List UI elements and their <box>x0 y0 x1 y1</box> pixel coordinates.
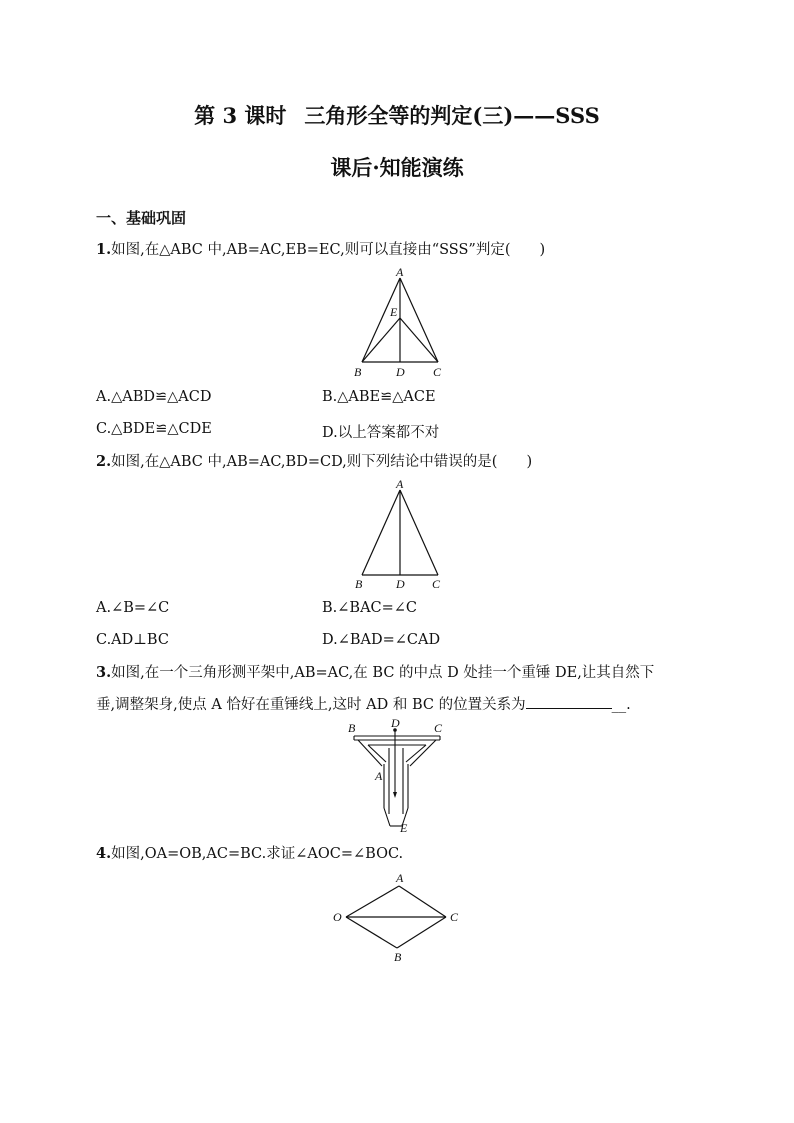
question-1-text: 如图,在△ABC 中,AB=AC,EB=EC,则可以直接由“SSS”判定( ) <box>111 242 546 258</box>
lesson-number: 第 3 课时 <box>194 103 287 128</box>
question-1-option-d[interactable]: D.以上答案都不对 <box>322 425 440 441</box>
question-1-option-a[interactable]: A.△ABD≌△ACD <box>96 389 212 405</box>
lesson-topic: 三角形全等的判定(三)——SSS <box>304 103 600 128</box>
label-d: D <box>396 577 405 591</box>
question-2 <box>96 451 532 473</box>
question-3-number: 3. <box>96 664 112 681</box>
figure-4 <box>328 868 468 966</box>
question-3-text-line1: 如图,在一个三角形测平架中,AB=AC,在 BC 的中点 D 处挂一个重锤 DE,让其自然下 <box>111 665 655 681</box>
label-a: A <box>375 769 383 783</box>
question-2-number: 2. <box>96 453 112 470</box>
question-2-option-c[interactable]: C.AD⊥BC <box>96 632 169 648</box>
label-a: A <box>396 266 404 279</box>
label-c: C <box>433 365 442 379</box>
question-3 <box>96 662 654 684</box>
page-subtitle: 课后·知能演练 <box>330 155 464 180</box>
question-4-text: 如图,OA=OB,AC=BC.求证∠AOC=∠BOC. <box>111 846 404 862</box>
label-b: B <box>355 577 363 591</box>
figure-2 <box>350 478 450 592</box>
label-d: D <box>391 718 400 730</box>
question-4 <box>96 843 403 865</box>
label-b: B <box>354 365 362 379</box>
label-o: O <box>333 910 342 924</box>
question-1-number: 1. <box>96 241 112 258</box>
label-d: D <box>396 365 405 379</box>
question-2-option-d[interactable]: D.∠BAD=∠CAD <box>322 632 441 648</box>
question-1-option-b[interactable]: B.△ABE≌△ACE <box>322 389 436 405</box>
figure-3 <box>344 718 450 836</box>
question-2-option-b[interactable]: B.∠BAC=∠C <box>322 600 418 616</box>
section-heading: 一、基础巩固 <box>96 209 187 227</box>
label-b: B <box>394 950 402 964</box>
question-2-text: 如图,在△ABC 中,AB=AC,BD=CD,则下列结论中错误的是( ) <box>111 454 533 470</box>
page-title <box>0 100 794 130</box>
question-3-text-line2: 垂,调整架身,使点 A 恰好在重锤线上,这时 AD 和 BC 的位置关系为 <box>96 697 526 713</box>
question-3-line2 <box>96 694 631 716</box>
answer-blank[interactable] <box>526 694 612 709</box>
label-e: E <box>390 305 398 319</box>
label-c: C <box>432 577 441 591</box>
label-b: B <box>348 721 356 735</box>
label-c: C <box>434 721 443 735</box>
question-1 <box>96 239 545 261</box>
question-3-text-end: __. <box>611 697 631 713</box>
question-4-number: 4. <box>96 845 112 862</box>
figure-1 <box>350 266 450 380</box>
label-a: A <box>396 871 404 885</box>
question-2-option-a[interactable]: A.∠B=∠C <box>96 600 170 616</box>
question-1-option-c[interactable]: C.△BDE≌△CDE <box>96 421 212 437</box>
label-c: C <box>450 910 459 924</box>
label-e: E <box>400 821 408 835</box>
label-a: A <box>396 478 404 491</box>
